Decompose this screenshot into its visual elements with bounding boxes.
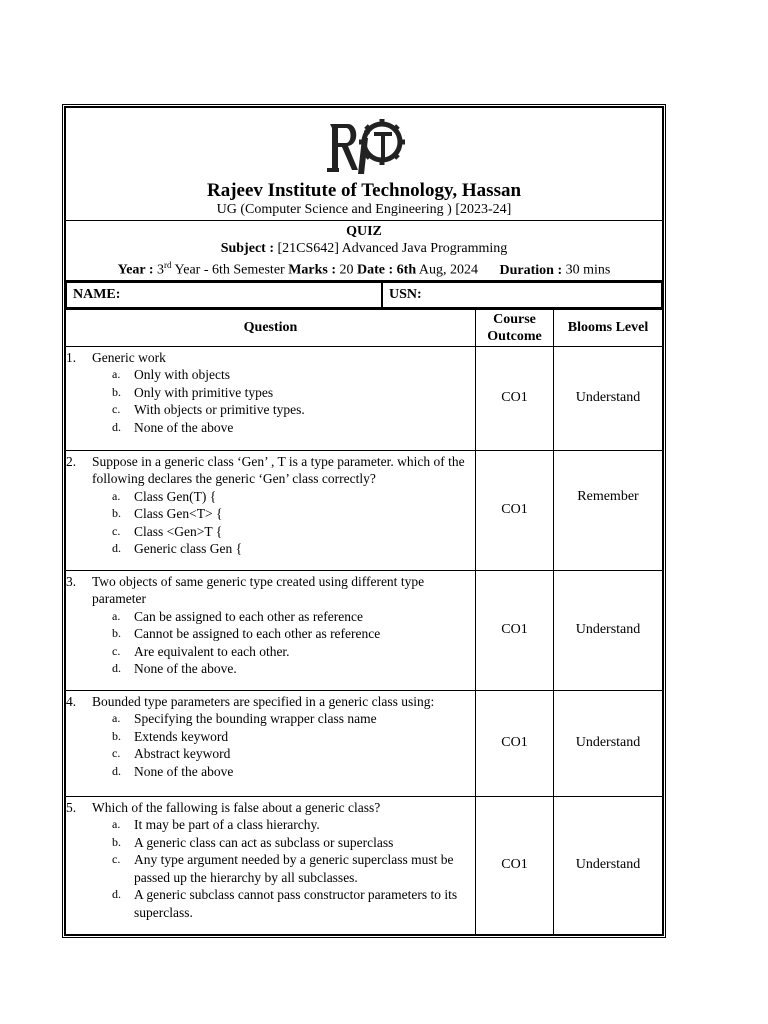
question-text: Two objects of same generic type created using different type parameter	[92, 573, 425, 607]
name-usn-table	[65, 281, 663, 309]
option-letter: a.	[112, 711, 121, 726]
option-letter: d.	[112, 419, 121, 434]
name-field[interactable]: NAME:	[66, 282, 382, 308]
question-cell	[66, 690, 476, 796]
institute-name: Rajeev Institute of Technology, Hassan	[206, 180, 522, 201]
course-outcome-cell: CO1	[476, 570, 554, 690]
blooms-level-cell: Understand	[554, 796, 663, 934]
option-letter: d.	[112, 661, 121, 676]
institute-header	[66, 108, 663, 221]
option-letter: a.	[112, 817, 121, 832]
co-header-line2: Outcome	[487, 328, 542, 344]
option-item[interactable]	[110, 745, 471, 763]
option-text: None of the above	[134, 419, 234, 435]
option-text: None of the above	[134, 763, 234, 779]
option-item[interactable]	[110, 401, 471, 419]
year-label: Year :	[117, 262, 154, 278]
option-item[interactable]	[110, 608, 471, 626]
option-text: Any type argument needed by a generic superclass must be passed up the hierarchy by all subclasses.	[134, 852, 454, 885]
option-letter: c.	[112, 643, 121, 658]
blooms-level-cell: Understand	[554, 570, 663, 690]
option-text: Generic class Gen {	[134, 541, 243, 557]
question-row	[66, 346, 663, 450]
duration-label: Duration :	[499, 262, 563, 278]
option-text: With objects or primitive types.	[134, 402, 305, 418]
date-value: Aug, 2024	[418, 262, 478, 278]
option-list	[110, 710, 471, 780]
option-text: Specifying the bounding wrapper class name	[134, 711, 377, 727]
question-row	[66, 796, 663, 934]
meta-line	[66, 257, 662, 279]
question-text: Suppose in a generic class ‘Gen’ , T is a type parameter. which of the following declares the generic ‘Gen’ class correctly?	[92, 453, 465, 487]
option-text: Abstract keyword	[134, 746, 231, 762]
question-number: 1.	[66, 349, 77, 365]
year-value: 3	[157, 262, 165, 278]
option-item[interactable]	[110, 660, 471, 678]
option-text: Cannot be assigned to each other as reference	[134, 626, 381, 642]
option-item[interactable]	[110, 366, 471, 384]
option-list	[110, 488, 471, 558]
option-item[interactable]	[110, 505, 471, 523]
option-item[interactable]	[110, 886, 471, 921]
option-letter: a.	[112, 488, 121, 503]
option-letter: c.	[112, 402, 121, 417]
year-rest: Year - 6th Semester	[174, 262, 285, 278]
option-item[interactable]	[110, 523, 471, 541]
option-item[interactable]	[110, 384, 471, 402]
course-outcome-cell: CO1	[476, 346, 554, 450]
option-letter: c.	[112, 746, 121, 761]
option-text: Extends keyword	[134, 728, 229, 744]
option-letter: b.	[112, 626, 121, 641]
option-letter: c.	[112, 852, 121, 867]
course-outcome-cell: CO1	[476, 450, 554, 570]
subject-label: Subject :	[220, 241, 274, 256]
option-list	[110, 608, 471, 678]
question-number: 3.	[66, 573, 77, 589]
marks-value: 20	[339, 262, 354, 278]
option-letter: a.	[112, 608, 121, 623]
option-letter: b.	[112, 384, 121, 399]
duration-value: 30 mins	[565, 262, 611, 278]
question-number: 5.	[66, 799, 77, 815]
option-text: Are equivalent to each other.	[134, 643, 290, 659]
subject-line	[66, 240, 662, 257]
program-line: UG (Computer Science and Engineering ) [2023-24]	[216, 202, 512, 217]
option-text: A generic subclass cannot pass constructor parameters to its superclass.	[134, 887, 458, 920]
quiz-info	[66, 221, 663, 281]
option-item[interactable]	[110, 488, 471, 506]
option-item[interactable]	[110, 763, 471, 781]
option-letter: b.	[112, 834, 121, 849]
option-text: None of the above.	[134, 661, 237, 677]
option-letter: c.	[112, 523, 121, 538]
question-text: Bounded type parameters are specified in a generic class using:	[92, 693, 435, 709]
rit-logo-icon	[324, 116, 408, 178]
question-col-header: Question	[66, 309, 476, 346]
date-label: Date : 6th	[357, 262, 417, 278]
marks-label: Marks :	[288, 262, 337, 278]
option-letter: b.	[112, 728, 121, 743]
co-header-line1: Course	[493, 311, 536, 327]
option-item[interactable]	[110, 834, 471, 852]
option-item[interactable]	[110, 710, 471, 728]
option-text: Class <Gen>T {	[134, 523, 223, 539]
option-letter: a.	[112, 367, 121, 382]
option-item[interactable]	[110, 625, 471, 643]
option-letter: b.	[112, 506, 121, 521]
question-row	[66, 690, 663, 796]
question-cell	[66, 346, 476, 450]
question-cell	[66, 450, 476, 570]
option-item[interactable]	[110, 540, 471, 558]
question-row	[66, 570, 663, 690]
usn-field[interactable]: USN:	[382, 282, 662, 308]
question-cell	[66, 570, 476, 690]
option-item[interactable]	[110, 851, 471, 886]
blooms-level-cell: Understand	[554, 690, 663, 796]
question-number: 2.	[66, 453, 77, 469]
course-outcome-cell: CO1	[476, 690, 554, 796]
year-sup: rd	[164, 260, 172, 270]
questions-table	[65, 309, 663, 935]
blooms-level-cell: Understand	[554, 346, 663, 450]
option-text: A generic class can act as subclass or superclass	[134, 834, 394, 850]
option-letter: d.	[112, 541, 121, 556]
subject-value: [21CS642] Advanced Java Programming	[277, 241, 508, 256]
question-row	[66, 450, 663, 570]
question-text: Generic work	[92, 349, 166, 365]
option-text: Only with objects	[134, 367, 230, 383]
option-list	[110, 366, 471, 436]
header-table	[65, 107, 663, 281]
option-text: Only with primitive types	[134, 384, 274, 400]
option-letter: d.	[112, 763, 121, 778]
blooms-level-cell: Remember	[554, 450, 663, 570]
option-item[interactable]	[110, 643, 471, 661]
blooms-col-header: Blooms Level	[554, 309, 663, 346]
option-text: Class Gen(T) {	[134, 488, 217, 504]
questions-body	[66, 346, 663, 934]
option-item[interactable]	[110, 816, 471, 834]
option-letter: d.	[112, 887, 121, 902]
course-outcome-cell: CO1	[476, 796, 554, 934]
question-number: 4.	[66, 693, 77, 709]
co-col-header	[476, 309, 554, 346]
question-text: Which of the fallowing is false about a generic class?	[92, 799, 381, 815]
option-item[interactable]	[110, 728, 471, 746]
option-text: It may be part of a class hierarchy.	[134, 817, 320, 833]
option-text: Class Gen<T> {	[134, 506, 223, 522]
question-cell	[66, 796, 476, 934]
quiz-sheet	[62, 104, 666, 938]
option-item[interactable]	[110, 419, 471, 437]
quiz-title: QUIZ	[346, 224, 382, 239]
option-text: Can be assigned to each other as reference	[134, 608, 364, 624]
option-list	[110, 816, 471, 921]
